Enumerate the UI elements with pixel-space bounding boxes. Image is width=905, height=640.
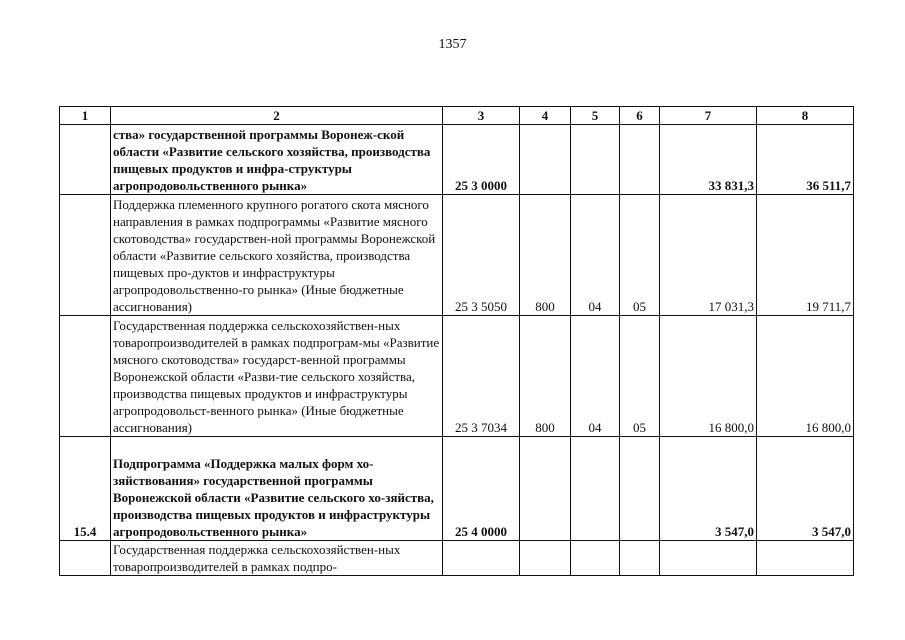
row-amount-7: 16 800,0 bbox=[660, 316, 757, 437]
header-col-8: 8 bbox=[757, 107, 854, 125]
row-col6 bbox=[620, 541, 660, 576]
row-code: 25 3 5050 bbox=[443, 195, 520, 316]
row-description: Подпрограмма «Поддержка малых форм хо-зяйствования» государственной программы Воронежской области «Развитие сельского хо-зяйства, производства пищевых продуктов и инфраструктуры агропродовольственного рынка» bbox=[111, 437, 443, 541]
row-code: 25 3 0000 bbox=[443, 125, 520, 195]
header-col-2: 2 bbox=[111, 107, 443, 125]
row-amount-7: 3 547,0 bbox=[660, 437, 757, 541]
row-col5: 04 bbox=[571, 316, 620, 437]
row-col6 bbox=[620, 437, 660, 541]
row-amount-7 bbox=[660, 541, 757, 576]
row-col4: 800 bbox=[520, 316, 571, 437]
row-col5 bbox=[571, 125, 620, 195]
table-row bbox=[60, 316, 854, 437]
row-number bbox=[60, 195, 111, 316]
row-amount-8 bbox=[757, 541, 854, 576]
header-col-3: 3 bbox=[443, 107, 520, 125]
row-number bbox=[60, 125, 111, 195]
row-col5 bbox=[571, 541, 620, 576]
row-col5 bbox=[571, 437, 620, 541]
row-col4: 800 bbox=[520, 195, 571, 316]
row-number: 15.4 bbox=[60, 437, 111, 541]
row-number bbox=[60, 541, 111, 576]
row-description: Поддержка племенного крупного рогатого скота мясного направления в рамках подпрограммы «Развитие мясного скотоводства» государствен-ной программы Воронежской области «Развитие сельского хозяйства, производства пищевых про-дуктов и инфраструктуры агропродовольственно-го рынка» (Иные бюджетные ассигнования) bbox=[111, 195, 443, 316]
row-amount-7: 33 831,3 bbox=[660, 125, 757, 195]
row-description: ства» государственной программы Воронеж-ской области «Развитие сельского хозяйства, производства пищевых продуктов и инфра-структуры агропродовольственного рынка» bbox=[111, 125, 443, 195]
row-col4 bbox=[520, 125, 571, 195]
row-code bbox=[443, 541, 520, 576]
header-col-5: 5 bbox=[571, 107, 620, 125]
row-col4 bbox=[520, 541, 571, 576]
table-row bbox=[60, 437, 854, 541]
row-col4 bbox=[520, 437, 571, 541]
table-row bbox=[60, 195, 854, 316]
header-col-7: 7 bbox=[660, 107, 757, 125]
row-amount-8: 36 511,7 bbox=[757, 125, 854, 195]
header-col-4: 4 bbox=[520, 107, 571, 125]
row-col6: 05 bbox=[620, 316, 660, 437]
table-row bbox=[60, 541, 854, 576]
row-code: 25 4 0000 bbox=[443, 437, 520, 541]
row-amount-7: 17 031,3 bbox=[660, 195, 757, 316]
row-col6: 05 bbox=[620, 195, 660, 316]
row-number bbox=[60, 316, 111, 437]
header-row bbox=[60, 107, 854, 125]
row-code: 25 3 7034 bbox=[443, 316, 520, 437]
table-row bbox=[60, 125, 854, 195]
page-number: 1357 bbox=[438, 37, 467, 52]
row-amount-8: 16 800,0 bbox=[757, 316, 854, 437]
header-col-1: 1 bbox=[60, 107, 111, 125]
row-col5: 04 bbox=[571, 195, 620, 316]
row-amount-8: 3 547,0 bbox=[757, 437, 854, 541]
row-description: Государственная поддержка сельскохозяйствен-ных товаропроизводителей в рамках подпро- bbox=[111, 541, 443, 576]
header-col-6: 6 bbox=[620, 107, 660, 125]
budget-table bbox=[59, 106, 854, 576]
row-amount-8: 19 711,7 bbox=[757, 195, 854, 316]
row-description: Государственная поддержка сельскохозяйствен-ных товаропроизводителей в рамках подпрограм-мы «Развитие мясного скотоводства» государст-венной программы Воронежской области «Разви-тие сельского хозяйства, производства пищевых продуктов и инфраструктуры агропродовольст-венного рынка» (Иные бюджетные ассигнования) bbox=[111, 316, 443, 437]
row-col6 bbox=[620, 125, 660, 195]
